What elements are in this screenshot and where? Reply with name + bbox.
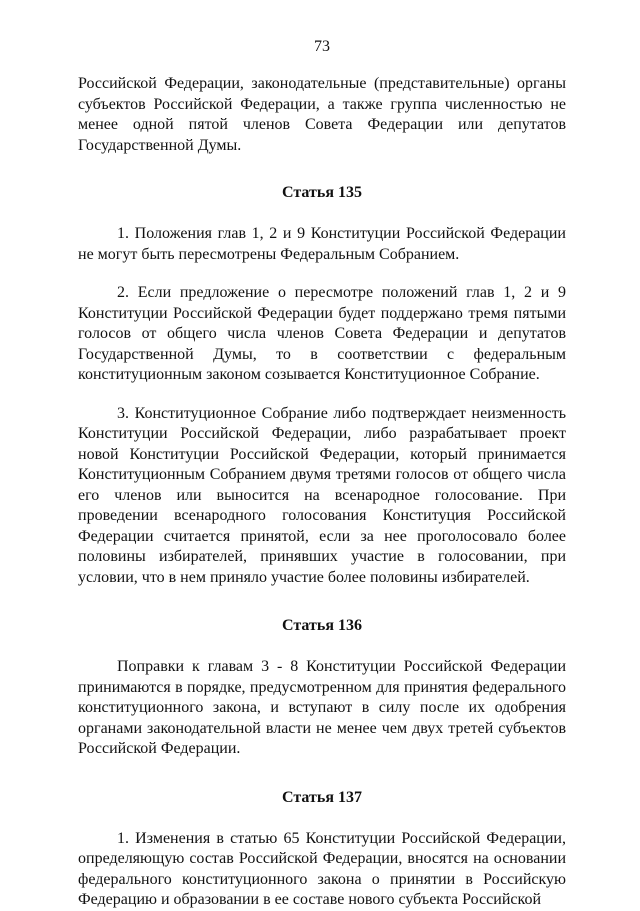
- article-paragraph: 1. Изменения в статью 65 Конституции Российской Федерации, определяющую состав Российской Федерации, вносятся на основании федерального конституционного закона о принятии в Российскую Федерацию и образовании в ее составе нового субъекта Российской: [78, 829, 566, 908]
- page-number: 73: [314, 38, 330, 55]
- article-paragraph: 2. Если предложение о пересмотре положений глав 1, 2 и 9 Конституции Российской Федерации будет поддержано тремя пятыми голосов от общего числа членов Совета Федерации и депутатов Государственной Думы, то в соответствии с федеральным конституционным законом созывается Конституционное Собрание.: [78, 284, 566, 383]
- article-title: Статья 136: [282, 617, 362, 634]
- article-title: Статья 135: [282, 184, 362, 201]
- article-paragraph: Поправки к главам 3 - 8 Конституции Российской Федерации принимаются в порядке, предусмотренном для принятия федерального конституционного закона, и вступают в силу после их одобрения органами законодательной власти не менее чем двух третей субъектов Российской Федерации.: [78, 658, 566, 757]
- article-135: [78, 183, 566, 588]
- intro-paragraph: Российской Федерации, законодательные (представительные) органы субъектов Российской Федерации, а также группа численностью не менее одной пятой членов Совета Федерации или депутатов Государственной Думы.: [78, 75, 566, 154]
- article-paragraph: 3. Конституционное Собрание либо подтверждает неизменность Конституции Российской Федерации, либо разрабатывает проект новой Конституции Российской Федерации, который принимается Конституционным Собранием двумя третями голосов от общего числа его членов или выносится на всенародное голосование. При проведении всенародного голосования Конституция Российской Федерации считается принятой, если за нее проголосовало более половины избирателей, принявших участие в голосовании, при условии, что в нем приняло участие более половины избирателей.: [78, 404, 566, 586]
- article-title: Статья 137: [282, 788, 362, 806]
- article-paragraph: 1. Положения глав 1, 2 и 9 Конституции Российской Федерации не могут быть пересмотрены Федеральным Собранием.: [78, 225, 566, 263]
- article-137: [78, 788, 566, 911]
- article-136: [78, 616, 566, 760]
